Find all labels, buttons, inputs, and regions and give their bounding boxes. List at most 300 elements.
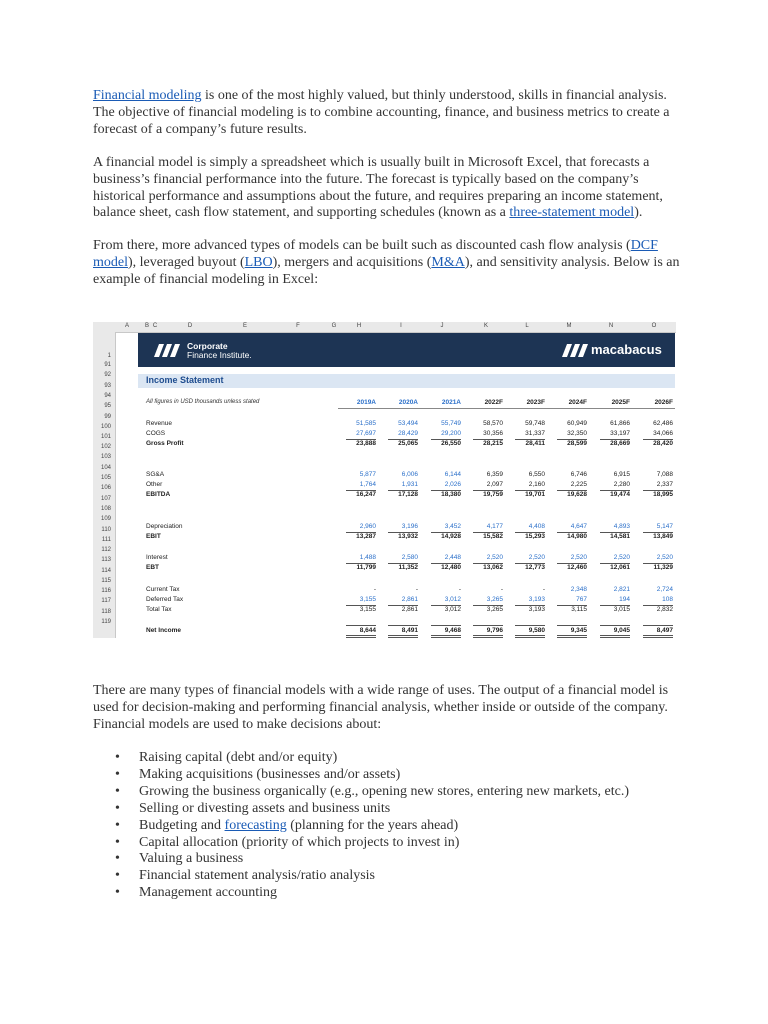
cell-value: 8,497 bbox=[656, 627, 673, 634]
net-income-rule bbox=[515, 625, 545, 626]
cell-value: 2,026 bbox=[444, 481, 461, 488]
cell-value: 2,520 bbox=[528, 554, 545, 561]
row-label: EBIT bbox=[146, 533, 161, 540]
subtotal-underline bbox=[473, 532, 503, 533]
subtotal-underline bbox=[557, 490, 587, 491]
subtotal-underline bbox=[473, 490, 503, 491]
cell-value: 12,773 bbox=[525, 564, 545, 571]
row-number: 102 bbox=[100, 444, 111, 450]
cell-value: 3,012 bbox=[444, 606, 461, 613]
cell-value: 3,012 bbox=[444, 596, 461, 603]
cell-value: 25,065 bbox=[398, 440, 418, 447]
income-statement-band bbox=[138, 374, 675, 388]
cell-value: 8,644 bbox=[359, 627, 376, 634]
cell-value: 62,486 bbox=[653, 420, 673, 427]
subtotal-underline bbox=[557, 439, 587, 440]
cell-value: 767 bbox=[576, 596, 587, 603]
row-number: 94 bbox=[104, 393, 111, 399]
cell-value: 12,480 bbox=[441, 564, 461, 571]
cell-value: 9,045 bbox=[613, 627, 630, 634]
subtotal-underline bbox=[388, 563, 418, 564]
net-income-rule bbox=[473, 625, 503, 626]
net-income-rule bbox=[346, 635, 376, 636]
cell-value: 2,348 bbox=[570, 586, 587, 593]
net-income-rule bbox=[388, 625, 418, 626]
cell-value: 14,581 bbox=[610, 533, 630, 540]
net-income-rule bbox=[643, 637, 673, 638]
macabacus-logo-icon bbox=[562, 344, 588, 357]
row-number: 101 bbox=[100, 434, 111, 440]
cell-value: - bbox=[458, 586, 461, 593]
cell-value: 13,932 bbox=[398, 533, 418, 540]
row-label: Deferred Tax bbox=[146, 596, 184, 603]
macabacus-brand-name: macabacus bbox=[591, 342, 662, 357]
column-letter: F bbox=[296, 323, 300, 329]
cell-value: 1,488 bbox=[359, 554, 376, 561]
list-item-text: Financial statement analysis/ratio analysis bbox=[139, 868, 375, 884]
cell-value: 4,893 bbox=[613, 523, 630, 530]
row-number: 103 bbox=[100, 454, 111, 460]
column-header-bar bbox=[93, 322, 676, 333]
column-letter: E bbox=[242, 323, 248, 329]
bullet-icon: • bbox=[115, 783, 120, 799]
row-number: 112 bbox=[101, 547, 111, 553]
paragraph-1-text: is one of the most highly valued, but thinly understood, skills in financial analysis. The objective of financial modeling is to combine accounting, finance, and business metrics to create a forecast of a company’s future results. bbox=[93, 88, 670, 137]
paragraph-3-a: From there, more advanced types of models can be built such as discounted cash flow analysis ( bbox=[93, 238, 631, 254]
cell-value: - bbox=[415, 586, 418, 593]
cell-value: 19,701 bbox=[525, 491, 545, 498]
cell-value: 4,408 bbox=[528, 523, 545, 530]
subtotal-underline bbox=[600, 605, 630, 606]
bullet-icon: • bbox=[115, 885, 120, 901]
bullet-icon: • bbox=[115, 750, 120, 765]
cell-value: 53,494 bbox=[398, 420, 418, 427]
cell-value: 55,749 bbox=[441, 420, 461, 427]
list-item-text: Selling or divesting assets and business units bbox=[139, 800, 391, 816]
row-label: EBITDA bbox=[146, 491, 171, 498]
net-income-rule bbox=[557, 635, 587, 636]
cell-value: 26,550 bbox=[441, 440, 461, 447]
brand-banner bbox=[138, 333, 675, 367]
cell-value: 15,293 bbox=[525, 533, 545, 540]
cell-value: 12,460 bbox=[567, 564, 587, 571]
cell-value: 2,520 bbox=[570, 554, 587, 561]
row-number: 117 bbox=[101, 598, 111, 604]
cell-value: 2,097 bbox=[486, 481, 503, 488]
subtotal-underline bbox=[515, 532, 545, 533]
cell-value: 59,748 bbox=[525, 420, 545, 427]
row-label: Other bbox=[146, 481, 163, 488]
bullet-icon: • bbox=[115, 817, 120, 833]
column-letter: I bbox=[400, 323, 402, 329]
row-number: 108 bbox=[100, 506, 111, 512]
cell-value: 6,359 bbox=[486, 471, 503, 478]
subtotal-underline bbox=[557, 532, 587, 533]
row-label: COGS bbox=[146, 430, 166, 437]
subtotal-underline bbox=[473, 605, 503, 606]
link-m-and-a[interactable]: M&A bbox=[431, 255, 465, 271]
cell-value: 2,160 bbox=[528, 481, 545, 488]
cell-value: 6,746 bbox=[570, 471, 587, 478]
subtotal-underline bbox=[388, 532, 418, 533]
row-label: Depreciation bbox=[146, 523, 183, 530]
net-income-rule bbox=[643, 635, 673, 636]
row-number: 93 bbox=[104, 383, 111, 389]
cell-value: 16,247 bbox=[356, 491, 376, 498]
row-number: 106 bbox=[100, 485, 111, 491]
link-three-statement-model[interactable]: three-statement model bbox=[509, 205, 635, 221]
row-header-bar bbox=[93, 332, 116, 638]
column-letter: G bbox=[331, 323, 337, 329]
cell-value: 13,062 bbox=[483, 564, 503, 571]
cell-value: 2,337 bbox=[656, 481, 673, 488]
cell-value: 3,193 bbox=[528, 606, 545, 613]
cell-value: 9,468 bbox=[444, 627, 461, 634]
cell-value: 28,669 bbox=[610, 440, 630, 447]
cell-value: 19,628 bbox=[567, 491, 587, 498]
subtotal-underline bbox=[515, 490, 545, 491]
cell-value: 32,350 bbox=[567, 430, 587, 437]
cell-value: 1,931 bbox=[401, 481, 418, 488]
net-income-rule bbox=[515, 635, 545, 636]
excel-screenshot bbox=[93, 322, 676, 638]
bullet-icon: • bbox=[115, 766, 120, 782]
cell-value: - bbox=[542, 586, 545, 593]
net-income-rule bbox=[643, 625, 673, 626]
cell-value: 17,128 bbox=[398, 491, 418, 498]
cell-value: 7,088 bbox=[656, 471, 673, 478]
net-income-rule bbox=[388, 635, 418, 636]
cell-value: 2,520 bbox=[656, 554, 673, 561]
column-letter: D bbox=[187, 323, 193, 329]
cell-value: 12,061 bbox=[610, 564, 630, 571]
column-letter: C bbox=[152, 323, 158, 329]
row-label: SG&A bbox=[146, 471, 165, 478]
column-letter: M bbox=[566, 323, 572, 329]
list-item bbox=[93, 801, 663, 818]
net-income-rule bbox=[557, 637, 587, 638]
list-item bbox=[93, 818, 663, 835]
cell-value: 11,799 bbox=[356, 564, 376, 571]
cell-value: 3,193 bbox=[528, 596, 545, 603]
list-item bbox=[93, 750, 663, 767]
list-item bbox=[93, 784, 663, 801]
column-letter: H bbox=[356, 323, 362, 329]
subtotal-underline bbox=[431, 605, 461, 606]
list-item-text: Raising capital (debt and/or equity) bbox=[139, 750, 338, 765]
row-number: 113 bbox=[101, 557, 111, 563]
year-header: 2020A bbox=[398, 399, 418, 406]
cell-value: 19,759 bbox=[483, 491, 503, 498]
row-label: EBT bbox=[146, 564, 159, 571]
column-letter: B bbox=[144, 323, 150, 329]
cell-value: 2,580 bbox=[401, 554, 418, 561]
list-item-text: Growing the business organically (e.g., opening new stores, entering new markets, etc.) bbox=[139, 783, 629, 799]
income-statement-title: Income Statement bbox=[146, 375, 224, 385]
subtotal-underline bbox=[388, 439, 418, 440]
year-header-underline bbox=[338, 408, 675, 409]
cell-value: 3,115 bbox=[571, 606, 587, 613]
net-income-rule bbox=[600, 637, 630, 638]
cell-value: 2,821 bbox=[613, 586, 630, 593]
cell-value: 1,764 bbox=[359, 481, 376, 488]
bullet-icon: • bbox=[115, 851, 120, 867]
cell-value: 9,345 bbox=[570, 627, 587, 634]
units-note: All figures in USD thousands unless stated bbox=[146, 399, 260, 405]
net-income-rule bbox=[388, 637, 418, 638]
subtotal-underline bbox=[643, 490, 673, 491]
paragraph-4: There are many types of financial models with a wide range of uses. The output of a financial model is used for decision-making and performing financial analysis, whether inside or outside of the company. Financial models are used to make decisions about: bbox=[93, 683, 669, 732]
subtotal-underline bbox=[388, 605, 418, 606]
subtotal-underline bbox=[515, 605, 545, 606]
column-letter: O bbox=[651, 323, 657, 329]
subtotal-underline bbox=[431, 490, 461, 491]
row-number: 100 bbox=[100, 424, 111, 430]
subtotal-underline bbox=[346, 439, 376, 440]
cell-value: 2,960 bbox=[359, 523, 376, 530]
bullet-icon: • bbox=[115, 834, 120, 850]
cell-value: 2,280 bbox=[613, 481, 630, 488]
paragraph-3 bbox=[93, 238, 683, 289]
subtotal-underline bbox=[473, 563, 503, 564]
cell-value: 3,155 bbox=[359, 606, 376, 613]
cell-value: - bbox=[373, 586, 376, 593]
cell-value: 14,928 bbox=[441, 533, 461, 540]
cell-value: 2,520 bbox=[613, 554, 630, 561]
cell-value: 28,599 bbox=[567, 440, 587, 447]
row-number: 115 bbox=[101, 578, 111, 584]
year-header: 2022F bbox=[484, 399, 503, 406]
row-label: Interest bbox=[146, 554, 168, 561]
list-item-text: Management accounting bbox=[139, 885, 278, 901]
subtotal-underline bbox=[346, 490, 376, 491]
cell-value: 108 bbox=[662, 596, 673, 603]
row-number: 107 bbox=[100, 496, 111, 502]
list-item bbox=[93, 885, 663, 902]
cell-value: 58,570 bbox=[483, 420, 503, 427]
subtotal-underline bbox=[515, 439, 545, 440]
cell-value: 61,866 bbox=[610, 420, 630, 427]
subtotal-underline bbox=[388, 490, 418, 491]
net-income-rule bbox=[600, 635, 630, 636]
cell-value: 2,861 bbox=[401, 606, 418, 613]
row-number: 99 bbox=[104, 414, 111, 420]
cell-value: 2,448 bbox=[444, 554, 461, 561]
row-number: 95 bbox=[104, 403, 111, 409]
cell-value: 3,265 bbox=[486, 606, 503, 613]
net-income-rule bbox=[431, 637, 461, 638]
cell-value: 3,155 bbox=[359, 596, 376, 603]
row-number: 1 bbox=[107, 353, 111, 359]
cell-value: 2,832 bbox=[656, 606, 673, 613]
net-income-rule bbox=[600, 625, 630, 626]
cell-value: 3,196 bbox=[401, 523, 418, 530]
list-item-text-b: (planning for the years ahead) bbox=[286, 817, 459, 833]
cell-value: 6,550 bbox=[528, 471, 545, 478]
subtotal-underline bbox=[431, 563, 461, 564]
cfi-brand-name bbox=[187, 342, 252, 360]
row-label: Revenue bbox=[146, 420, 173, 427]
net-income-rule bbox=[473, 635, 503, 636]
subtotal-underline bbox=[600, 490, 630, 491]
row-number: 110 bbox=[101, 527, 111, 533]
list-item bbox=[93, 851, 663, 868]
cell-value: 28,429 bbox=[398, 430, 418, 437]
cell-value: 4,647 bbox=[570, 523, 587, 530]
net-income-rule bbox=[557, 625, 587, 626]
cell-value: 8,491 bbox=[401, 627, 418, 634]
subtotal-underline bbox=[600, 439, 630, 440]
cell-value: 18,995 bbox=[653, 491, 673, 498]
cell-value: 4,177 bbox=[486, 523, 503, 530]
list-item bbox=[93, 835, 663, 852]
paragraph-2-text: A financial model is simply a spreadsheet which is usually built in Microsoft Excel, that forecasts a business’s financial performance into the future. The forecast is typically based on the company’s historical performance and assumptions about the future, and requires preparing an income statement, balance sheet, cash flow statement, and supporting schedules (known as a bbox=[93, 154, 663, 221]
cell-value: - bbox=[500, 586, 503, 593]
bullet-icon: • bbox=[115, 868, 120, 884]
cell-value: 5,877 bbox=[359, 471, 376, 478]
row-number: 116 bbox=[101, 588, 111, 594]
cell-value: 27,697 bbox=[356, 430, 376, 437]
decision-list bbox=[93, 750, 663, 902]
year-header: 2024F bbox=[568, 399, 587, 406]
cfi-brand-line-1: Corporate bbox=[187, 341, 228, 351]
year-header: 2021A bbox=[441, 399, 461, 406]
net-income-rule bbox=[346, 625, 376, 626]
subtotal-underline bbox=[515, 563, 545, 564]
row-label: Gross Profit bbox=[146, 440, 184, 447]
subtotal-underline bbox=[473, 439, 503, 440]
cell-value: 18,380 bbox=[441, 491, 461, 498]
list-item bbox=[93, 868, 663, 885]
cell-value: 2,225 bbox=[570, 481, 587, 488]
list-item-text-a: Budgeting and bbox=[139, 817, 225, 833]
cell-value: 3,015 bbox=[613, 606, 630, 613]
paragraph-2 bbox=[93, 155, 683, 223]
cell-value: 11,352 bbox=[398, 564, 418, 571]
cell-value: 28,420 bbox=[653, 440, 673, 447]
row-label: Total Tax bbox=[146, 606, 172, 613]
bullet-icon: • bbox=[115, 800, 120, 816]
cell-value: 33,197 bbox=[610, 430, 630, 437]
cell-value: 13,849 bbox=[653, 533, 673, 540]
subtotal-underline bbox=[643, 605, 673, 606]
cell-value: 6,915 bbox=[613, 471, 630, 478]
cell-value: 60,949 bbox=[567, 420, 587, 427]
cfi-brand-line-2: Finance Institute. bbox=[187, 350, 252, 360]
cell-value: 2,520 bbox=[486, 554, 503, 561]
row-number: 91 bbox=[104, 362, 111, 368]
net-income-rule bbox=[431, 635, 461, 636]
row-number: 111 bbox=[101, 537, 111, 543]
cell-value: 2,861 bbox=[401, 596, 418, 603]
net-income-rule bbox=[431, 625, 461, 626]
cell-value: 28,215 bbox=[483, 440, 503, 447]
cell-value: 9,580 bbox=[528, 627, 545, 634]
cell-value: 3,265 bbox=[486, 596, 503, 603]
cell-value: 23,888 bbox=[356, 440, 376, 447]
link-dcf-model[interactable]: DCF model bbox=[93, 238, 658, 271]
row-number: 92 bbox=[104, 372, 111, 378]
row-label: Current Tax bbox=[146, 586, 180, 593]
cell-value: 11,329 bbox=[653, 564, 673, 571]
subtotal-underline bbox=[557, 563, 587, 564]
cell-value: 6,144 bbox=[444, 471, 461, 478]
paragraph-2-end: ). bbox=[634, 205, 643, 221]
subtotal-underline bbox=[643, 439, 673, 440]
cell-value: 9,796 bbox=[486, 627, 503, 634]
paragraph-3-d: ), and sensitivity analysis. Below is an example of financial modeling in Excel: bbox=[93, 255, 680, 288]
column-letter: L bbox=[525, 323, 529, 329]
subtotal-underline bbox=[600, 532, 630, 533]
subtotal-underline bbox=[346, 532, 376, 533]
cell-value: 51,585 bbox=[356, 420, 376, 427]
list-item-text: Valuing a business bbox=[139, 851, 244, 867]
cfi-logo-icon bbox=[154, 344, 180, 357]
year-header: 2019A bbox=[356, 399, 376, 406]
year-header: 2023F bbox=[526, 399, 545, 406]
subtotal-underline bbox=[643, 532, 673, 533]
row-number: 118 bbox=[101, 609, 111, 615]
subtotal-underline bbox=[557, 605, 587, 606]
row-label: Net Income bbox=[146, 627, 182, 634]
column-letter: N bbox=[608, 323, 614, 329]
cell-value: 6,006 bbox=[401, 471, 418, 478]
row-number: 105 bbox=[100, 475, 111, 481]
cell-value: 29,200 bbox=[441, 430, 461, 437]
cell-value: 15,582 bbox=[483, 533, 503, 540]
subtotal-underline bbox=[346, 605, 376, 606]
list-item bbox=[93, 767, 663, 784]
column-letter: J bbox=[440, 323, 444, 329]
row-number: 104 bbox=[100, 465, 111, 471]
subtotal-underline bbox=[600, 563, 630, 564]
cell-value: 194 bbox=[619, 596, 630, 603]
row-number: 114 bbox=[101, 568, 111, 574]
paragraph-3-b: ), leveraged buyout ( bbox=[128, 255, 245, 271]
link-financial-modeling[interactable]: Financial modeling bbox=[93, 88, 202, 103]
cell-value: 30,356 bbox=[483, 430, 503, 437]
cell-value: 13,287 bbox=[356, 533, 376, 540]
net-income-rule bbox=[473, 637, 503, 638]
link-lbo[interactable]: LBO bbox=[244, 255, 273, 271]
subtotal-underline bbox=[431, 439, 461, 440]
cell-value: 5,147 bbox=[656, 523, 673, 530]
list-item-text: Capital allocation (priority of which projects to invest in) bbox=[139, 834, 460, 850]
paragraph-1 bbox=[93, 88, 683, 139]
cell-value: 2,724 bbox=[656, 586, 673, 593]
paragraph-3-c: ), mergers and acquisitions ( bbox=[272, 255, 432, 271]
row-number: 119 bbox=[101, 619, 111, 625]
article-body bbox=[93, 88, 683, 305]
cell-value: 14,980 bbox=[567, 533, 587, 540]
list-item-text: Making acquisitions (businesses and/or assets) bbox=[139, 766, 401, 782]
subtotal-underline bbox=[346, 563, 376, 564]
year-header: 2025F bbox=[611, 399, 630, 406]
net-income-rule bbox=[346, 637, 376, 638]
cell-value: 19,474 bbox=[610, 491, 630, 498]
column-letter: A bbox=[124, 323, 130, 329]
cell-value: 28,411 bbox=[525, 440, 545, 447]
link-forecasting[interactable]: forecasting bbox=[224, 817, 287, 833]
year-header: 2026F bbox=[654, 399, 673, 406]
cell-value: 3,452 bbox=[444, 523, 461, 530]
cell-value: 34,066 bbox=[653, 430, 673, 437]
row-number: 109 bbox=[100, 516, 111, 522]
subtotal-underline bbox=[431, 532, 461, 533]
cell-value: 31,337 bbox=[525, 430, 545, 437]
subtotal-underline bbox=[643, 563, 673, 564]
net-income-rule bbox=[515, 637, 545, 638]
